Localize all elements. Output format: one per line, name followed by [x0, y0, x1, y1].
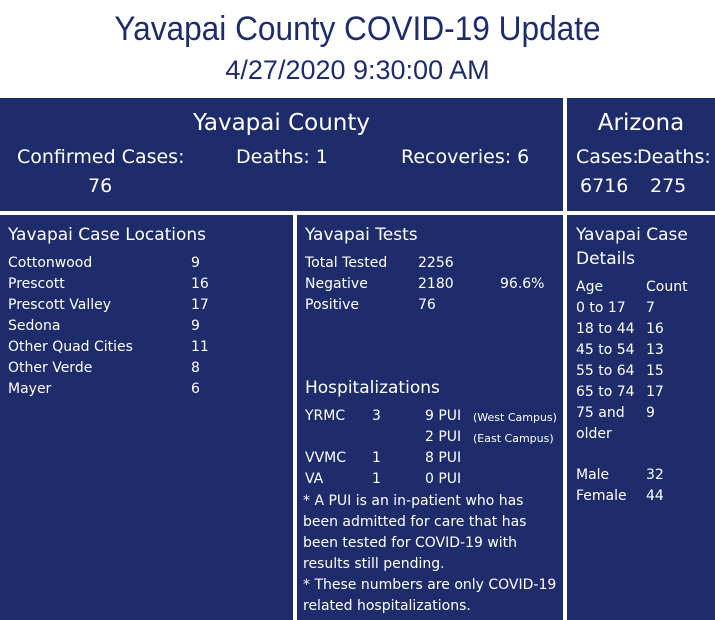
- hospital-name: VA: [305, 471, 324, 487]
- arizona-name: Arizona: [597, 110, 685, 136]
- age-count: 13: [646, 342, 664, 358]
- hospital-name: VVMC: [305, 450, 347, 466]
- hospital-count: 1: [372, 450, 381, 466]
- arizona-cases-value: 6716: [580, 175, 629, 197]
- county-name: Yavapai County: [193, 110, 370, 136]
- location-count: 17: [191, 297, 209, 313]
- location-count: 8: [191, 360, 200, 376]
- count-header: Count: [646, 279, 688, 295]
- county-recoveries: Recoveries: 6: [401, 146, 530, 168]
- location-name: Prescott Valley: [8, 297, 111, 313]
- page-title: Yavapai County COVID-19 Update: [114, 10, 601, 48]
- location-name: Prescott: [8, 276, 65, 292]
- age-count: 9: [646, 405, 655, 421]
- sex-label: Male: [576, 467, 610, 483]
- sex-count: 44: [646, 488, 664, 504]
- age-range: 55 to 64: [576, 363, 635, 379]
- test-label: Positive: [305, 297, 359, 313]
- update-datetime: 4/27/2020 9:30:00 AM: [225, 55, 490, 85]
- age-range: older: [576, 426, 612, 442]
- hospitalizations-title: Hospitalizations: [305, 378, 440, 398]
- arizona-deaths-value: 275: [650, 175, 687, 197]
- age-range: 0 to 17: [576, 300, 626, 316]
- age-header: Age: [576, 279, 604, 295]
- hospital-count: 3: [372, 408, 381, 424]
- header: [0, 0, 715, 97]
- location-count: 9: [191, 255, 200, 271]
- location-name: Other Verde: [8, 360, 93, 376]
- tests-panel: [297, 215, 563, 620]
- case-details-panel: [567, 215, 715, 620]
- age-range: 18 to 44: [576, 321, 635, 337]
- arizona-deaths-label: Deaths:: [637, 146, 711, 168]
- case-locations-title: Yavapai Case Locations: [8, 225, 207, 245]
- test-value: 2256: [418, 255, 454, 271]
- hospital-pui: 2 PUI: [425, 429, 462, 445]
- location-count: 16: [191, 276, 209, 292]
- county-deaths: Deaths: 1: [236, 146, 328, 168]
- hospital-campus-note: (West Campus): [473, 411, 557, 424]
- tests-title: Yavapai Tests: [305, 225, 418, 245]
- sex-label: Female: [576, 488, 627, 504]
- arizona-cases-label: Cases:: [576, 146, 639, 168]
- hospital-name: YRMC: [305, 408, 346, 424]
- location-name: Sedona: [8, 318, 61, 334]
- age-range: 75 and: [576, 405, 625, 421]
- age-count: 15: [646, 363, 664, 379]
- test-label: Negative: [305, 276, 368, 292]
- location-count: 6: [191, 381, 200, 397]
- hospital-pui: 0 PUI: [425, 471, 462, 487]
- location-count: 9: [191, 318, 200, 334]
- test-value: 76: [418, 297, 436, 313]
- case-details-title-line1: Yavapai Case: [576, 225, 688, 245]
- county-summary-panel: [0, 98, 563, 211]
- case-details-title-line2: Details: [576, 249, 635, 269]
- confirmed-cases-label: Confirmed Cases:: [17, 146, 185, 168]
- age-count: 16: [646, 321, 664, 337]
- test-value: 2180: [418, 276, 454, 292]
- location-name: Cottonwood: [8, 255, 93, 271]
- test-percent: 96.6%: [500, 276, 545, 292]
- hospital-campus-note: (East Campus): [473, 432, 554, 445]
- location-name: Mayer: [8, 381, 52, 397]
- age-range: 65 to 74: [576, 384, 635, 400]
- hospital-pui: 8 PUI: [425, 450, 462, 466]
- case-locations-panel: [0, 215, 293, 620]
- confirmed-cases-value: 76: [88, 175, 113, 197]
- test-label: Total Tested: [305, 255, 388, 271]
- hospital-pui: 9 PUI: [425, 408, 462, 424]
- pui-footnote: * A PUI is an in-patient who has been admitted for care that has been tested for COVID-19 with results still pending.: [303, 493, 527, 572]
- hospitalization-footnote: * These numbers are only COVID-19 related hospitalizations.: [303, 577, 557, 614]
- age-count: 7: [646, 300, 655, 316]
- sex-count: 32: [646, 467, 664, 483]
- age-count: 17: [646, 384, 664, 400]
- age-range: 45 to 54: [576, 342, 635, 358]
- arizona-summary-panel: [567, 98, 715, 211]
- location-count: 11: [191, 339, 209, 355]
- hospital-count: 1: [372, 471, 381, 487]
- location-name: Other Quad Cities: [8, 339, 133, 355]
